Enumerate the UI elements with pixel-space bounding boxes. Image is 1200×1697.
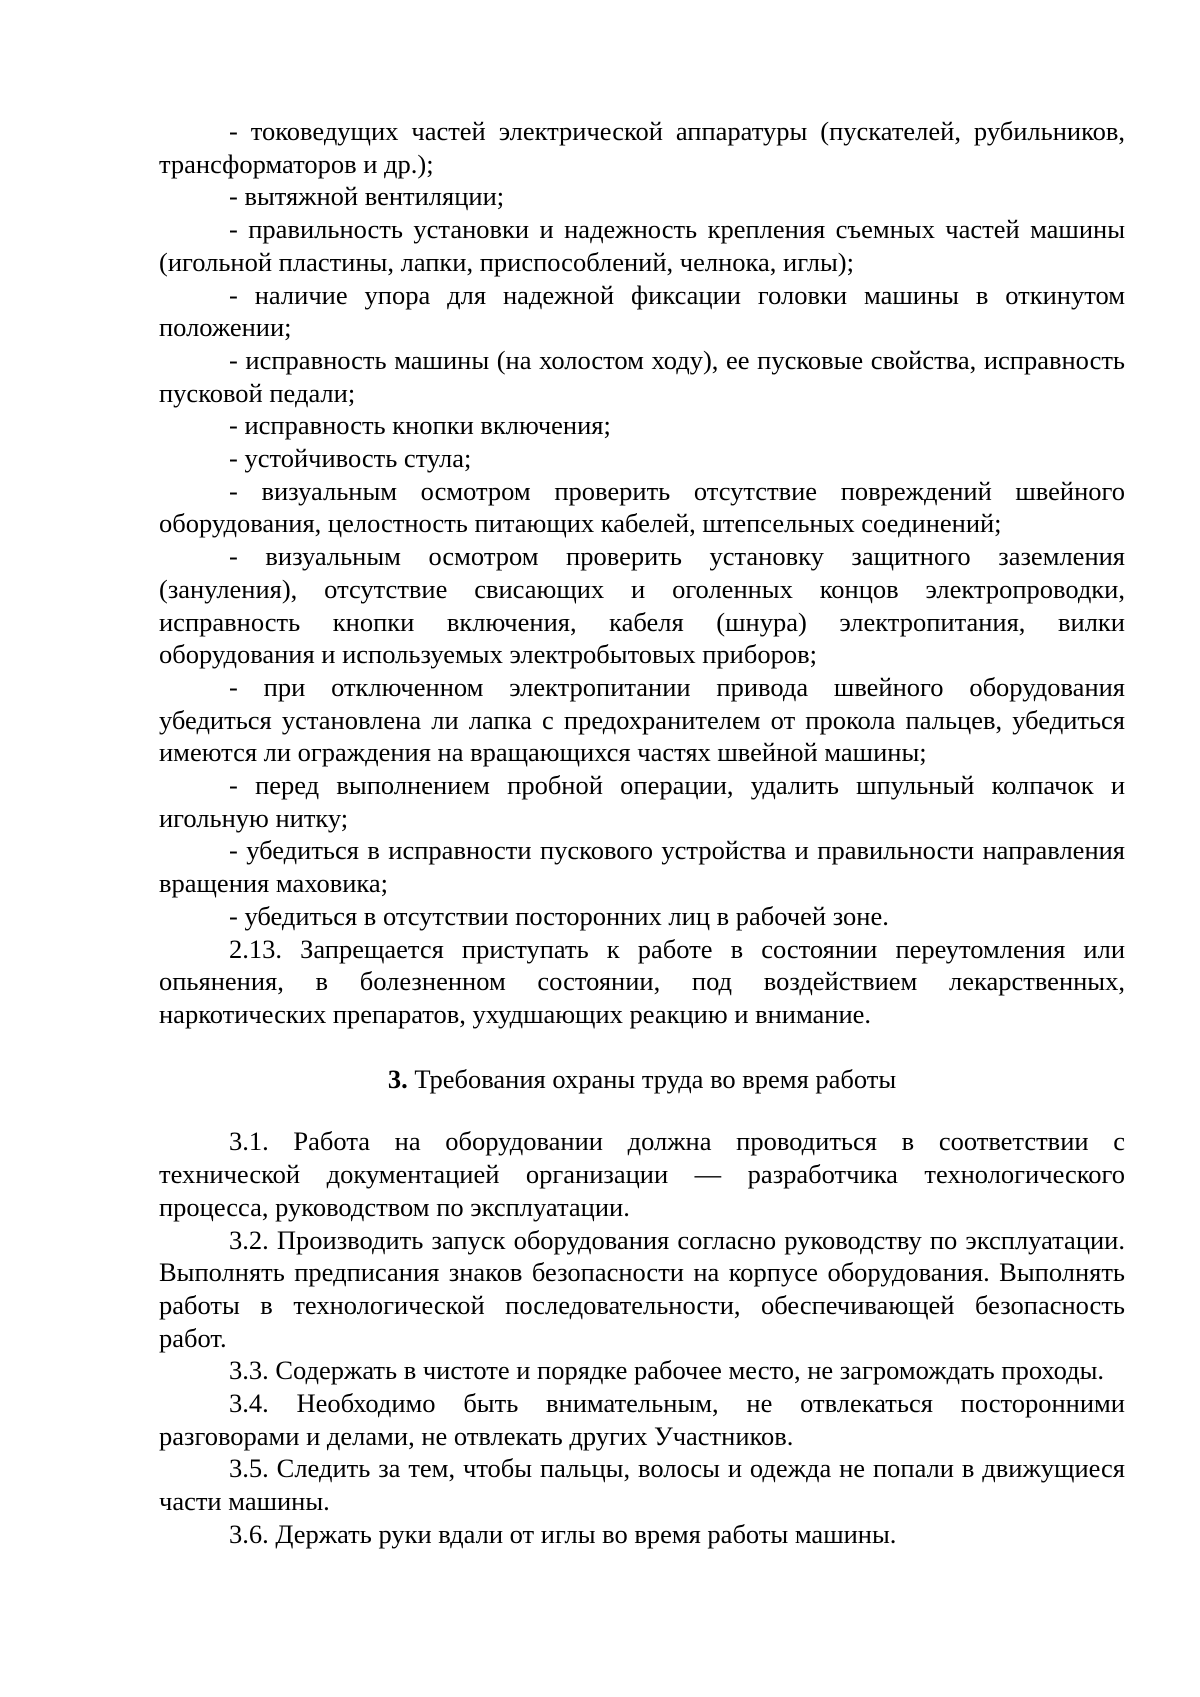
clause-2-13: 2.13. Запрещается приступать к работе в состоянии переутомления или опьянения, в болезненном состоянии, под воздействием лекарственных, наркотических препаратов, ухудшающих реакцию и внимание.: [159, 933, 1125, 1029]
section-number: 3.: [387, 1063, 408, 1094]
check-item: - убедиться в отсутствии посторонних лиц в рабочей зоне.: [229, 900, 889, 931]
document-page: [159, 115, 1125, 1551]
check-item: - убедиться в исправности пускового устройства и правильности направления вращения маховика;: [159, 835, 1125, 899]
clause: 3.4. Необходимо быть внимательным, не отвлекаться посторонними разговорами и делами, не отвлекать других Участников.: [159, 1388, 1125, 1451]
section-title: Требования охраны труда во время работы: [414, 1063, 897, 1094]
clause: 3.6. Держать руки вдали от иглы во время работы машины.: [229, 1518, 897, 1549]
check-item: - исправность кнопки включения;: [229, 410, 611, 441]
check-item: - наличие упора для надежной фиксации головки машины в откинутом положении;: [159, 279, 1125, 343]
check-item: - визуальным осмотром проверить отсутствие повреждений швейного оборудования, целостность питающих кабелей, штепсельных соединений;: [159, 475, 1125, 539]
check-item: - исправность машины (на холостом ходу), ее пусковые свойства, исправность пусковой педали;: [159, 344, 1125, 408]
check-item: - перед выполнением пробной операции, удалить шпульный колпачок и игольную нитку;: [159, 770, 1125, 833]
clause: 3.1. Работа на оборудовании должна проводиться в соответствии с технической документацией организации — разработчика технологического процесса, руководством по эксплуатации.: [159, 1126, 1125, 1222]
section-heading: [159, 1063, 1125, 1096]
check-item: - токоведущих частей электрической аппаратуры (пускателей, рубильников, трансформаторов и др.);: [159, 116, 1125, 179]
check-item: - устойчивость стула;: [229, 443, 472, 474]
clause: 3.3. Содержать в чистоте и порядке рабочее место, не загромождать проходы.: [229, 1355, 1105, 1386]
check-item: - визуальным осмотром проверить установку защитного заземления (зануления), отсутствие свисающих и оголенных концов электропроводки, исправность кнопки включения, кабеля (шнура) электропитания, вилки оборудования и используемых электробытовых приборов;: [159, 541, 1125, 670]
clause: 3.5. Следить за тем, чтобы пальцы, волосы и одежда не попали в движущиеся части машины.: [159, 1453, 1125, 1517]
check-item: - при отключенном электропитании привода швейного оборудования убедиться установлена ли лапка с предохранителем от прокола пальцев, убедиться имеются ли ограждения на вращающихся частях швейной машины;: [159, 671, 1125, 768]
clause: 3.2. Производить запуск оборудования согласно руководству по эксплуатации. Выполнять предписания знаков безопасности на корпусе оборудования. Выполнять работы в технологической последовательности, обеспечивающей безопасность работ.: [159, 1224, 1125, 1353]
check-item: - правильность установки и надежность крепления съемных частей машины (игольной пластины, лапки, приспособлений, челнока, иглы);: [159, 214, 1125, 277]
check-item: - вытяжной вентиляции;: [229, 181, 505, 212]
